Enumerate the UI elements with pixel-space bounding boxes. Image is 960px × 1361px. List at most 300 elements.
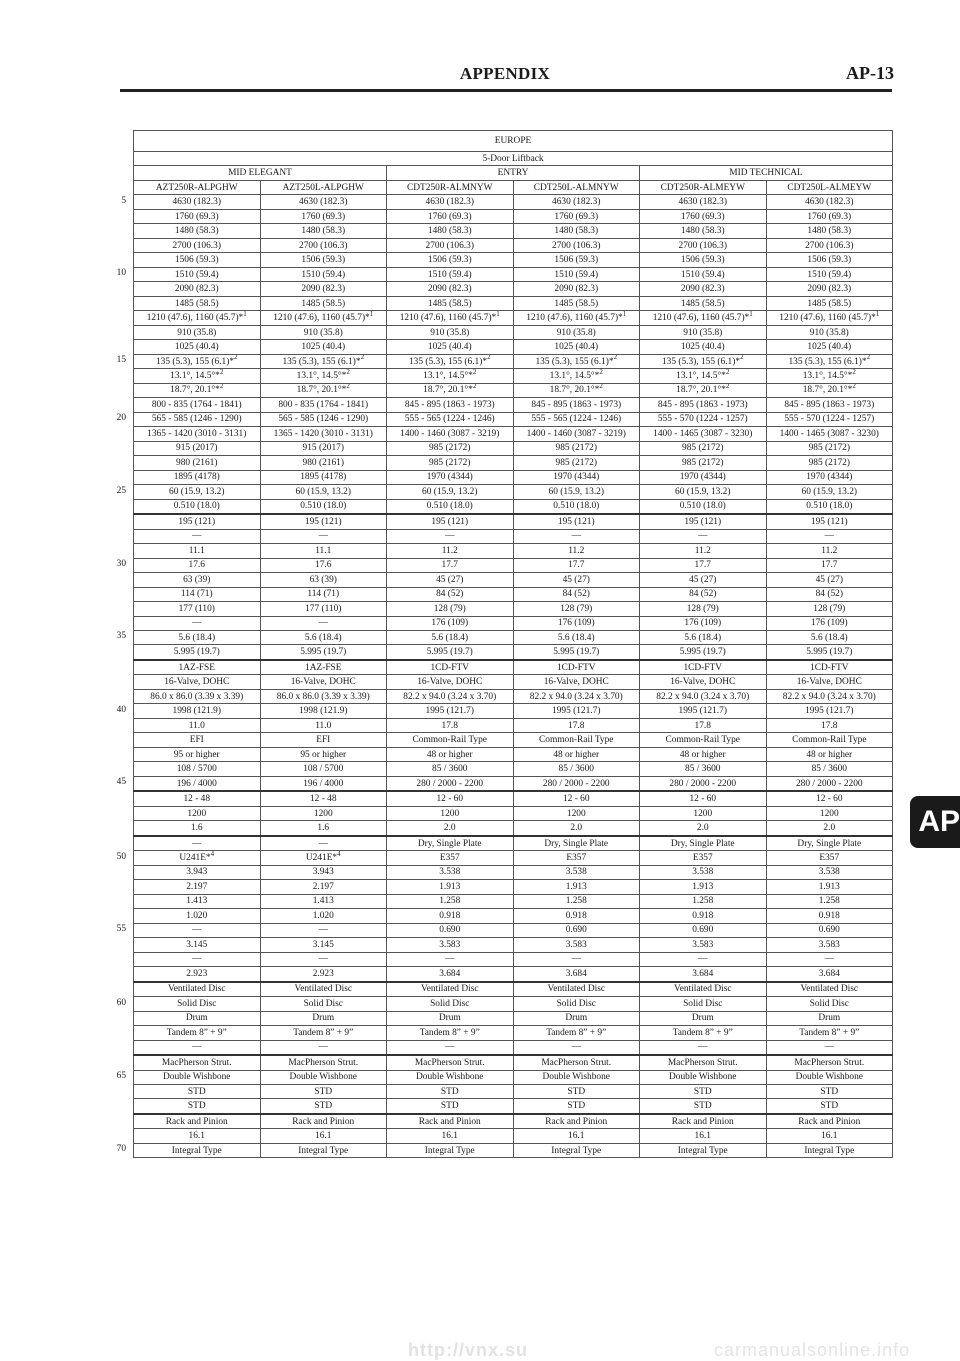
table-cell: 0.690 — [513, 923, 640, 937]
table-cell: 108 / 5700 — [134, 762, 261, 776]
table-cell: 1998 (121.9) — [134, 704, 261, 718]
table-cell: 1506 (59.3) — [640, 253, 767, 267]
table-cell: — — [513, 529, 640, 543]
table-cell: 1760 (69.3) — [260, 209, 387, 223]
table-cell: Solid Disc — [260, 997, 387, 1011]
table-cell: 2.197 — [134, 880, 261, 894]
table-cell: 2090 (82.3) — [513, 282, 640, 296]
table-row — [134, 836, 893, 851]
table-cell: 176 (109) — [387, 616, 514, 630]
table-cell: Common-Rail Type — [513, 733, 640, 747]
table-cell: 0.690 — [387, 923, 514, 937]
table-cell: 3.538 — [766, 865, 893, 879]
table-row — [134, 791, 893, 806]
table-cell: 1210 (47.6), 1160 (45.7)*$^1$ — [640, 311, 767, 325]
table-cell: 1995 (121.7) — [640, 704, 767, 718]
table-cell: 18.7°, 20.1°*$^2$ — [766, 383, 893, 397]
table-row — [134, 909, 893, 923]
table-cell: 85 / 3600 — [387, 762, 514, 776]
table-cell: MacPherson Strut. — [134, 1055, 261, 1070]
table-cell: 4630 (182.3) — [134, 195, 261, 209]
table-cell: 12 - 48 — [134, 791, 261, 806]
table-cell: — — [640, 1040, 767, 1055]
table-cell: 1895 (4178) — [260, 470, 387, 484]
footnote-marker: 2 — [725, 383, 730, 391]
table-row — [134, 997, 893, 1011]
table-cell: 5.995 (19.7) — [387, 645, 514, 660]
table-row — [134, 587, 893, 601]
table-cell: 48 or higher — [766, 747, 893, 761]
table-cell: 18.7°, 20.1°*$^2$ — [387, 383, 514, 397]
table-cell: 980 (2161) — [134, 456, 261, 470]
table-cell: Solid Disc — [640, 997, 767, 1011]
table-row — [134, 296, 893, 310]
table-cell: 11.0 — [134, 718, 261, 732]
table-cell: 1.6 — [134, 821, 261, 836]
table-row — [134, 982, 893, 997]
table-row — [134, 1070, 893, 1084]
model-code-header: CDT250L-ALMNYW — [513, 180, 640, 194]
table-cell: 1AZ-FSE — [260, 660, 387, 675]
table-cell: — — [766, 529, 893, 543]
table-row — [134, 238, 893, 252]
table-cell: 3.145 — [134, 938, 261, 952]
footnote-marker: 1 — [243, 310, 247, 318]
footnote-marker: 2 — [234, 354, 238, 362]
table-cell: Tandem 8” + 9” — [387, 1026, 514, 1040]
line-number: 25 — [116, 485, 126, 496]
table-cell: 60 (15.9, 13.2) — [387, 485, 514, 499]
table-row — [134, 952, 893, 966]
table-cell: 2.0 — [387, 821, 514, 836]
footnote-marker: 2 — [725, 368, 730, 376]
footnote-marker: 2 — [487, 354, 491, 362]
table-cell: 1365 - 1420 (3010 - 3131) — [134, 427, 261, 441]
footnote-marker: 2 — [472, 383, 477, 391]
table-cell: 45 (27) — [640, 573, 767, 587]
table-cell: 3.684 — [387, 967, 514, 982]
table-cell: EFI — [260, 733, 387, 747]
table-cell: 1365 - 1420 (3010 - 3131) — [260, 427, 387, 441]
table-cell: 980 (2161) — [260, 456, 387, 470]
table-cell: 2700 (106.3) — [513, 238, 640, 252]
table-cell: 17.8 — [766, 718, 893, 732]
table-cell: 280 / 2000 - 2200 — [513, 776, 640, 791]
body-type-header: 5-Door Liftback — [134, 152, 893, 166]
table-cell: Integral Type — [640, 1143, 767, 1157]
table-row — [134, 660, 893, 675]
table-cell: 135 (5.3), 155 (6.1)*$^2$ — [134, 354, 261, 368]
table-cell: STD — [134, 1099, 261, 1114]
table-cell: 0.690 — [766, 923, 893, 937]
table-cell: 128 (79) — [387, 602, 514, 616]
footer-link[interactable]: http://vnx.su — [408, 1340, 528, 1360]
table-cell: 910 (35.8) — [513, 325, 640, 339]
table-cell: MacPherson Strut. — [766, 1055, 893, 1070]
table-cell: 0.510 (18.0) — [766, 499, 893, 514]
table-cell: 4630 (182.3) — [387, 195, 514, 209]
table-cell: Common-Rail Type — [387, 733, 514, 747]
table-cell: 1506 (59.3) — [513, 253, 640, 267]
table-cell: — — [134, 836, 261, 851]
table-cell: 1025 (40.4) — [134, 340, 261, 354]
table-cell: 985 (2172) — [387, 456, 514, 470]
table-cell: 196 / 4000 — [134, 776, 261, 791]
table-cell: 555 - 570 (1224 - 1257) — [766, 412, 893, 426]
table-cell: 3.684 — [640, 967, 767, 982]
table-cell: 1200 — [766, 806, 893, 820]
table-cell: 86.0 x 86.0 (3.39 x 3.39) — [134, 689, 261, 703]
table-cell: Ventilated Disc — [640, 982, 767, 997]
table-cell: 18.7°, 20.1°*$^2$ — [640, 383, 767, 397]
table-cell: 3.145 — [260, 938, 387, 952]
table-cell: Drum — [260, 1011, 387, 1025]
table-cell: MacPherson Strut. — [513, 1055, 640, 1070]
table-cell: 1970 (4344) — [513, 470, 640, 484]
table-cell: 12 - 60 — [766, 791, 893, 806]
table-cell: 0.510 (18.0) — [387, 499, 514, 514]
table-cell: 3.583 — [766, 938, 893, 952]
table-cell: 17.8 — [387, 718, 514, 732]
table-cell: 17.7 — [387, 558, 514, 572]
table-cell: 555 - 565 (1224 - 1246) — [513, 412, 640, 426]
footnote-marker: 4 — [337, 850, 341, 858]
table-cell: Ventilated Disc — [134, 982, 261, 997]
table-cell: 16-Valve, DOHC — [387, 675, 514, 689]
table-row — [134, 733, 893, 747]
table-cell: 2090 (82.3) — [387, 282, 514, 296]
table-cell: Drum — [513, 1011, 640, 1025]
table-cell: 82.2 x 94.0 (3.24 x 3.70) — [513, 689, 640, 703]
table-cell: 0.510 (18.0) — [260, 499, 387, 514]
table-cell: 1485 (58.5) — [640, 296, 767, 310]
table-cell: 800 - 835 (1764 - 1841) — [260, 398, 387, 412]
table-row — [134, 894, 893, 908]
table-cell: 985 (2172) — [766, 456, 893, 470]
footnote-marker: 2 — [219, 383, 224, 391]
table-cell: — — [260, 616, 387, 630]
line-number: 45 — [116, 777, 126, 788]
table-cell: 1200 — [260, 806, 387, 820]
table-cell: 3.943 — [260, 865, 387, 879]
table-cell: 95 or higher — [134, 747, 261, 761]
table-cell: 1480 (58.3) — [260, 224, 387, 238]
table-cell: 13.1°, 14.5°*$^2$ — [387, 369, 514, 383]
footnote-marker: 2 — [613, 354, 618, 362]
table-cell: 1485 (58.5) — [513, 296, 640, 310]
table-row — [134, 1143, 893, 1157]
table-cell: 1.913 — [766, 880, 893, 894]
table-cell: 915 (2017) — [260, 441, 387, 455]
line-number: 20 — [116, 413, 126, 424]
table-row — [134, 1055, 893, 1070]
table-cell: 5.6 (18.4) — [387, 630, 514, 644]
table-cell: — — [766, 952, 893, 966]
table-cell: 4630 (182.3) — [513, 195, 640, 209]
table-cell: 11.1 — [260, 544, 387, 558]
table-cell: 1480 (58.3) — [134, 224, 261, 238]
table-cell: — — [134, 952, 261, 966]
table-row — [134, 282, 893, 296]
table-cell: Rack and Pinion — [766, 1114, 893, 1129]
table-cell: U241E*$^4$ — [260, 851, 387, 865]
table-cell: 2.0 — [640, 821, 767, 836]
table-cell: 985 (2172) — [513, 456, 640, 470]
table-cell: Tandem 8” + 9” — [513, 1026, 640, 1040]
table-row — [134, 821, 893, 836]
table-cell: 845 - 895 (1863 - 1973) — [766, 398, 893, 412]
table-cell: 5.995 (19.7) — [640, 645, 767, 660]
table-cell: — — [260, 952, 387, 966]
table-cell: — — [260, 836, 387, 851]
table-row — [134, 806, 893, 820]
page-title: APPENDIX — [459, 64, 551, 83]
table-cell: 1970 (4344) — [766, 470, 893, 484]
table-row — [134, 1026, 893, 1040]
table-cell: 4630 (182.3) — [766, 195, 893, 209]
table-cell: 1760 (69.3) — [640, 209, 767, 223]
table-cell: 985 (2172) — [640, 441, 767, 455]
table-cell: 2700 (106.3) — [640, 238, 767, 252]
table-cell: Tandem 8” + 9” — [766, 1026, 893, 1040]
table-cell: 1.020 — [134, 909, 261, 923]
table-cell: 5.995 (19.7) — [513, 645, 640, 660]
table-cell: 1210 (47.6), 1160 (45.7)*$^1$ — [513, 311, 640, 325]
footnote-marker: 2 — [866, 354, 871, 362]
table-row — [134, 573, 893, 587]
table-cell: Double Wishbone — [260, 1070, 387, 1084]
table-row — [134, 645, 893, 660]
table-cell: 1485 (58.5) — [134, 296, 261, 310]
model-code-header: CDT250R-ALMNYW — [387, 180, 514, 194]
line-number: 65 — [116, 1071, 126, 1082]
table-cell: Tandem 8” + 9” — [260, 1026, 387, 1040]
line-number: 70 — [116, 1144, 126, 1155]
header-rule — [120, 89, 892, 92]
table-cell: 2.923 — [260, 967, 387, 982]
table-cell: 1CD-FTV — [513, 660, 640, 675]
table-cell: 5.6 (18.4) — [134, 630, 261, 644]
table-cell: 17.6 — [134, 558, 261, 572]
table-cell: 13.1°, 14.5°*$^2$ — [513, 369, 640, 383]
table-cell: 2090 (82.3) — [766, 282, 893, 296]
table-cell: 16-Valve, DOHC — [640, 675, 767, 689]
table-cell: 13.1°, 14.5°*$^2$ — [134, 369, 261, 383]
table-cell: 86.0 x 86.0 (3.39 x 3.39) — [260, 689, 387, 703]
footnote-marker: 1 — [496, 310, 500, 318]
table-cell: 48 or higher — [387, 747, 514, 761]
table-cell: 84 (52) — [513, 587, 640, 601]
table-cell: 1.913 — [640, 880, 767, 894]
footnote-marker: 2 — [852, 383, 856, 391]
table-cell: 915 (2017) — [134, 441, 261, 455]
table-cell: 1.413 — [260, 894, 387, 908]
table-cell: 82.2 x 94.0 (3.24 x 3.70) — [387, 689, 514, 703]
table-cell: 0.510 (18.0) — [513, 499, 640, 514]
footnote-marker: 1 — [369, 310, 374, 318]
table-row — [134, 747, 893, 761]
table-cell: 195 (121) — [260, 514, 387, 529]
table-cell: 0.690 — [640, 923, 767, 937]
table-cell: 5.995 (19.7) — [260, 645, 387, 660]
table-cell: 555 - 565 (1224 - 1246) — [387, 412, 514, 426]
grade-header: ENTRY — [387, 166, 640, 180]
table-row — [134, 923, 893, 937]
table-cell: 1895 (4178) — [134, 470, 261, 484]
table-cell: 60 (15.9, 13.2) — [513, 485, 640, 499]
table-row — [134, 938, 893, 952]
table-cell: U241E*$^4$ — [134, 851, 261, 865]
model-code-header: AZT250R-ALPGHW — [134, 180, 261, 194]
table-cell: 3.538 — [387, 865, 514, 879]
table-cell: 2.0 — [766, 821, 893, 836]
table-cell: 1200 — [387, 806, 514, 820]
table-cell: 84 (52) — [387, 587, 514, 601]
table-cell: E357 — [766, 851, 893, 865]
table-cell: 135 (5.3), 155 (6.1)*$^2$ — [640, 354, 767, 368]
line-number: 50 — [116, 851, 126, 862]
table-cell: 1210 (47.6), 1160 (45.7)*$^1$ — [766, 311, 893, 325]
table-cell: 18.7°, 20.1°*$^2$ — [134, 383, 261, 397]
table-cell: 1510 (59.4) — [260, 267, 387, 281]
table-cell: 16-Valve, DOHC — [513, 675, 640, 689]
table-row — [134, 325, 893, 339]
table-cell: 910 (35.8) — [260, 325, 387, 339]
table-row — [134, 1011, 893, 1025]
table-cell: 16.1 — [513, 1129, 640, 1143]
table-row — [134, 1099, 893, 1114]
table-cell: 1510 (59.4) — [766, 267, 893, 281]
table-cell: 1760 (69.3) — [387, 209, 514, 223]
table-cell: 135 (5.3), 155 (6.1)*$^2$ — [387, 354, 514, 368]
table-cell: STD — [387, 1085, 514, 1099]
footnote-marker: 2 — [740, 354, 744, 362]
table-cell: 60 (15.9, 13.2) — [766, 485, 893, 499]
footnote-marker: 2 — [346, 383, 350, 391]
table-cell: 1CD-FTV — [387, 660, 514, 675]
table-cell: — — [387, 529, 514, 543]
table-cell: 11.2 — [513, 544, 640, 558]
table-cell: 910 (35.8) — [766, 325, 893, 339]
table-cell: 177 (110) — [260, 602, 387, 616]
table-cell: STD — [387, 1099, 514, 1114]
table-cell: 1200 — [134, 806, 261, 820]
footer-site: carmanualsonline.info — [714, 1340, 911, 1360]
table-row — [134, 762, 893, 776]
table-cell: 82.2 x 94.0 (3.24 x 3.70) — [640, 689, 767, 703]
table-cell: 85 / 3600 — [640, 762, 767, 776]
table-cell: 1025 (40.4) — [640, 340, 767, 354]
table-row — [134, 224, 893, 238]
table-cell: 800 - 835 (1764 - 1841) — [134, 398, 261, 412]
table-cell: 0.918 — [387, 909, 514, 923]
line-number: 15 — [116, 355, 126, 366]
table-cell: 176 (109) — [513, 616, 640, 630]
footnote-marker: 1 — [622, 310, 627, 318]
line-number: 10 — [116, 268, 126, 279]
table-cell: MacPherson Strut. — [387, 1055, 514, 1070]
table-cell: 2090 (82.3) — [260, 282, 387, 296]
table-cell: 5.6 (18.4) — [260, 630, 387, 644]
footnote-marker: 2 — [219, 368, 224, 376]
table-cell: 135 (5.3), 155 (6.1)*$^2$ — [513, 354, 640, 368]
table-cell: — — [766, 1040, 893, 1055]
table-cell: 16.1 — [387, 1129, 514, 1143]
table-cell: 16.1 — [766, 1129, 893, 1143]
table-cell: Ventilated Disc — [513, 982, 640, 997]
table-cell: 1510 (59.4) — [134, 267, 261, 281]
table-cell: STD — [260, 1099, 387, 1114]
table-cell: STD — [134, 1085, 261, 1099]
table-cell: 128 (79) — [640, 602, 767, 616]
table-cell: 195 (121) — [766, 514, 893, 529]
table-cell: 1400 - 1460 (3087 - 3219) — [387, 427, 514, 441]
table-cell: 845 - 895 (1863 - 1973) — [640, 398, 767, 412]
table-row — [134, 369, 893, 383]
footnote-marker: 2 — [346, 368, 350, 376]
table-cell: — — [513, 1040, 640, 1055]
table-cell: 195 (121) — [640, 514, 767, 529]
table-cell: Solid Disc — [766, 997, 893, 1011]
table-cell: Integral Type — [134, 1143, 261, 1157]
table-cell: — — [134, 1040, 261, 1055]
table-cell: 16-Valve, DOHC — [766, 675, 893, 689]
footnote-marker: 2 — [599, 368, 603, 376]
table-cell: 985 (2172) — [387, 441, 514, 455]
table-row — [134, 967, 893, 982]
table-cell: 1025 (40.4) — [513, 340, 640, 354]
table-cell: 2.0 — [513, 821, 640, 836]
table-cell: 128 (79) — [766, 602, 893, 616]
specifications-table — [133, 130, 893, 1158]
table-row — [134, 544, 893, 558]
table-cell: 1.020 — [260, 909, 387, 923]
table-cell: Tandem 8” + 9” — [640, 1026, 767, 1040]
table-cell: 1760 (69.3) — [766, 209, 893, 223]
table-cell: 1506 (59.3) — [134, 253, 261, 267]
table-cell: 1.913 — [513, 880, 640, 894]
table-cell: 1995 (121.7) — [513, 704, 640, 718]
table-row — [134, 602, 893, 616]
table-cell: MacPherson Strut. — [260, 1055, 387, 1070]
table-cell: 3.583 — [640, 938, 767, 952]
table-cell: 1485 (58.5) — [260, 296, 387, 310]
table-cell: 2090 (82.3) — [134, 282, 261, 296]
table-cell: 1.258 — [640, 894, 767, 908]
table-cell: 60 (15.9, 13.2) — [260, 485, 387, 499]
table-cell: 0.918 — [766, 909, 893, 923]
table-cell: 5.995 (19.7) — [766, 645, 893, 660]
table-row — [134, 427, 893, 441]
table-cell: 985 (2172) — [640, 456, 767, 470]
table-cell: Rack and Pinion — [134, 1114, 261, 1129]
table-cell: STD — [260, 1085, 387, 1099]
line-number: 35 — [116, 631, 126, 642]
table-cell: 17.7 — [766, 558, 893, 572]
table-row — [134, 311, 893, 325]
table-cell: 95 or higher — [260, 747, 387, 761]
table-row — [134, 340, 893, 354]
line-number: 60 — [116, 997, 126, 1008]
table-cell: 1400 - 1465 (3087 - 3230) — [766, 427, 893, 441]
footnote-marker: 2 — [852, 368, 856, 376]
table-cell: — — [260, 1040, 387, 1055]
table-cell: — — [513, 952, 640, 966]
table-cell: 985 (2172) — [766, 441, 893, 455]
table-row — [134, 616, 893, 630]
table-cell: 3.583 — [387, 938, 514, 952]
table-cell: 1510 (59.4) — [387, 267, 514, 281]
